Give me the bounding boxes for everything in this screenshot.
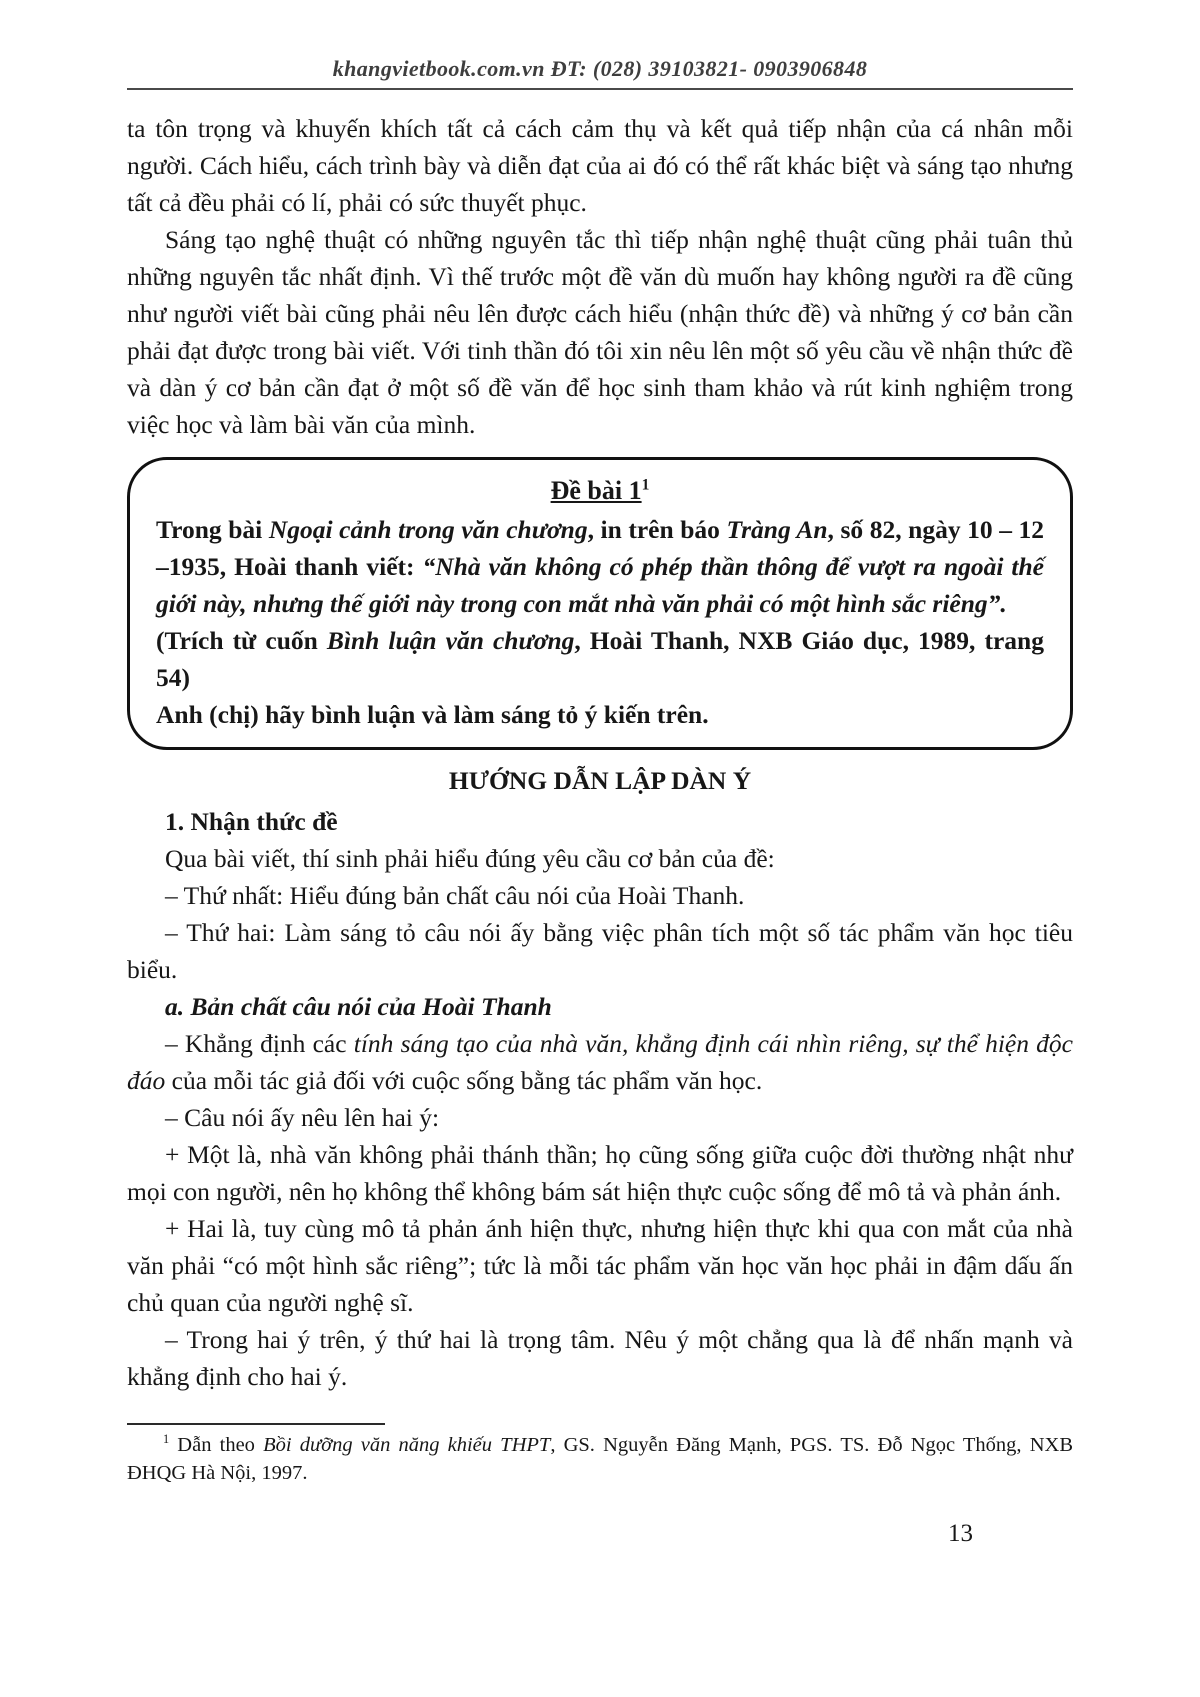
outline-step-1-heading: 1. Nhận thức đề (165, 807, 338, 836)
outline-paragraph-intro: Qua bài viết, thí sinh phải hiểu đúng yêu cầu cơ bản của đề: (165, 844, 775, 873)
intro-paragraph-2: Sáng tạo nghệ thuật có những nguyên tắc thì tiếp nhận nghệ thuật cũng phải tuân thủ những nguyên tắc nhất định. Vì thế trước một đề văn dù muốn hay không người ra đề cũng như người viết bài cũng phải nêu lên được cách hiểu (nhận thức đề) và những ý cơ bản cần phải đạt được trong bài viết. Với tinh thần đó tôi xin nêu lên một số yêu cầu về nhận thức đề và dàn ý cơ bản cần đạt ở một số đề văn để học sinh tham khảo và rút kinh nghiệm trong việc học và làm bài văn của mình. (127, 225, 1073, 439)
outline-requirement-1: – Thứ nhất: Hiểu đúng bản chất câu nói của Hoài Thanh. (165, 881, 745, 910)
page-number: 13 (948, 1520, 973, 1547)
intro-paragraph-1: ta tôn trọng và khuyến khích tất cả cách cảm thụ và kết quả tiếp nhận của cá nhân mỗi người. Cách hiểu, cách trình bày và diễn đạt của ai đó có thể rất khác biệt và sáng tạo nhưng tất cả đều phải có lí, phải có sức thuyết phục. (127, 114, 1073, 217)
page-header (127, 56, 1073, 90)
footnote-divider (127, 1423, 385, 1425)
exercise-statement: Trong bài Ngoại cảnh trong văn chương, in trên báo Tràng An, số 82, ngày 10 – 12 –1935, Hoài thanh viết: “Nhà văn không có phép thần thông để vượt ra ngoài thế giới này, nhưng thế giới này trong con mắt nhà văn phải có một hình sắc riêng”. (156, 515, 1045, 618)
footnote (127, 1423, 1073, 1487)
exercise-box (127, 457, 1073, 750)
exercise-prompt: Anh (chị) hãy bình luận và làm sáng tỏ ý kiến trên. (156, 700, 709, 729)
point-a-paragraph-2: – Câu nói ấy nêu lên hai ý: (165, 1103, 440, 1132)
exercise-source: (Trích từ cuốn Bình luận văn chương, Hoài Thanh, NXB Giáo dục, 1989, trang 54) (156, 626, 1044, 692)
point-a-conclusion: – Trong hai ý trên, ý thứ hai là trọng tâm. Nêu ý một chẳng qua là để nhấn mạnh và khẳng định cho hai ý. (127, 1325, 1073, 1391)
point-a-item-1: + Một là, nhà văn không phải thánh thần; họ cũng sống giữa cuộc đời thường nhật như mọi con người, nên họ không thể không bám sát hiện thực cuộc sống để mô tả và phản ánh. (127, 1140, 1073, 1206)
header-divider (127, 88, 1073, 90)
point-a-heading: a. Bản chất câu nói của Hoài Thanh (165, 992, 552, 1021)
point-a-item-2: + Hai là, tuy cùng mô tả phản ánh hiện thực, nhưng hiện thực khi qua con mắt của nhà văn phải “có một hình sắc riêng”; tức là mỗi tác phẩm văn học văn học phải in đậm dấu ấn chủ quan của người nghệ sĩ. (127, 1214, 1073, 1317)
page-content (127, 110, 1073, 1552)
outline-heading: HƯỚNG DẪN LẬP DÀN Ý (448, 766, 752, 795)
outline-requirement-2: – Thứ hai: Làm sáng tỏ câu nói ấy bằng việc phân tích một số tác phẩm văn học tiêu biểu. (127, 918, 1073, 984)
exercise-title: Đề bài $1^1$ (550, 476, 650, 505)
footnote-text: $^1$ Dẫn theo Bồi dưỡng văn năng khiếu THPT, GS. Nguyễn Đăng Mạnh, PGS. TS. Đỗ Ngọc Thống, NXB ĐHQG Hà Nội, 1997. (127, 1432, 1073, 1484)
publisher-contact-header: khangvietbook.com.vn ĐT: (028) 39103821- 0903906848 (332, 56, 868, 81)
point-a-paragraph-1: – Khẳng định các tính sáng tạo của nhà văn, khẳng định cái nhìn riêng, sự thể hiện độc đáo của mỗi tác giả đối với cuộc sống bằng tác phẩm văn học. (127, 1029, 1073, 1095)
